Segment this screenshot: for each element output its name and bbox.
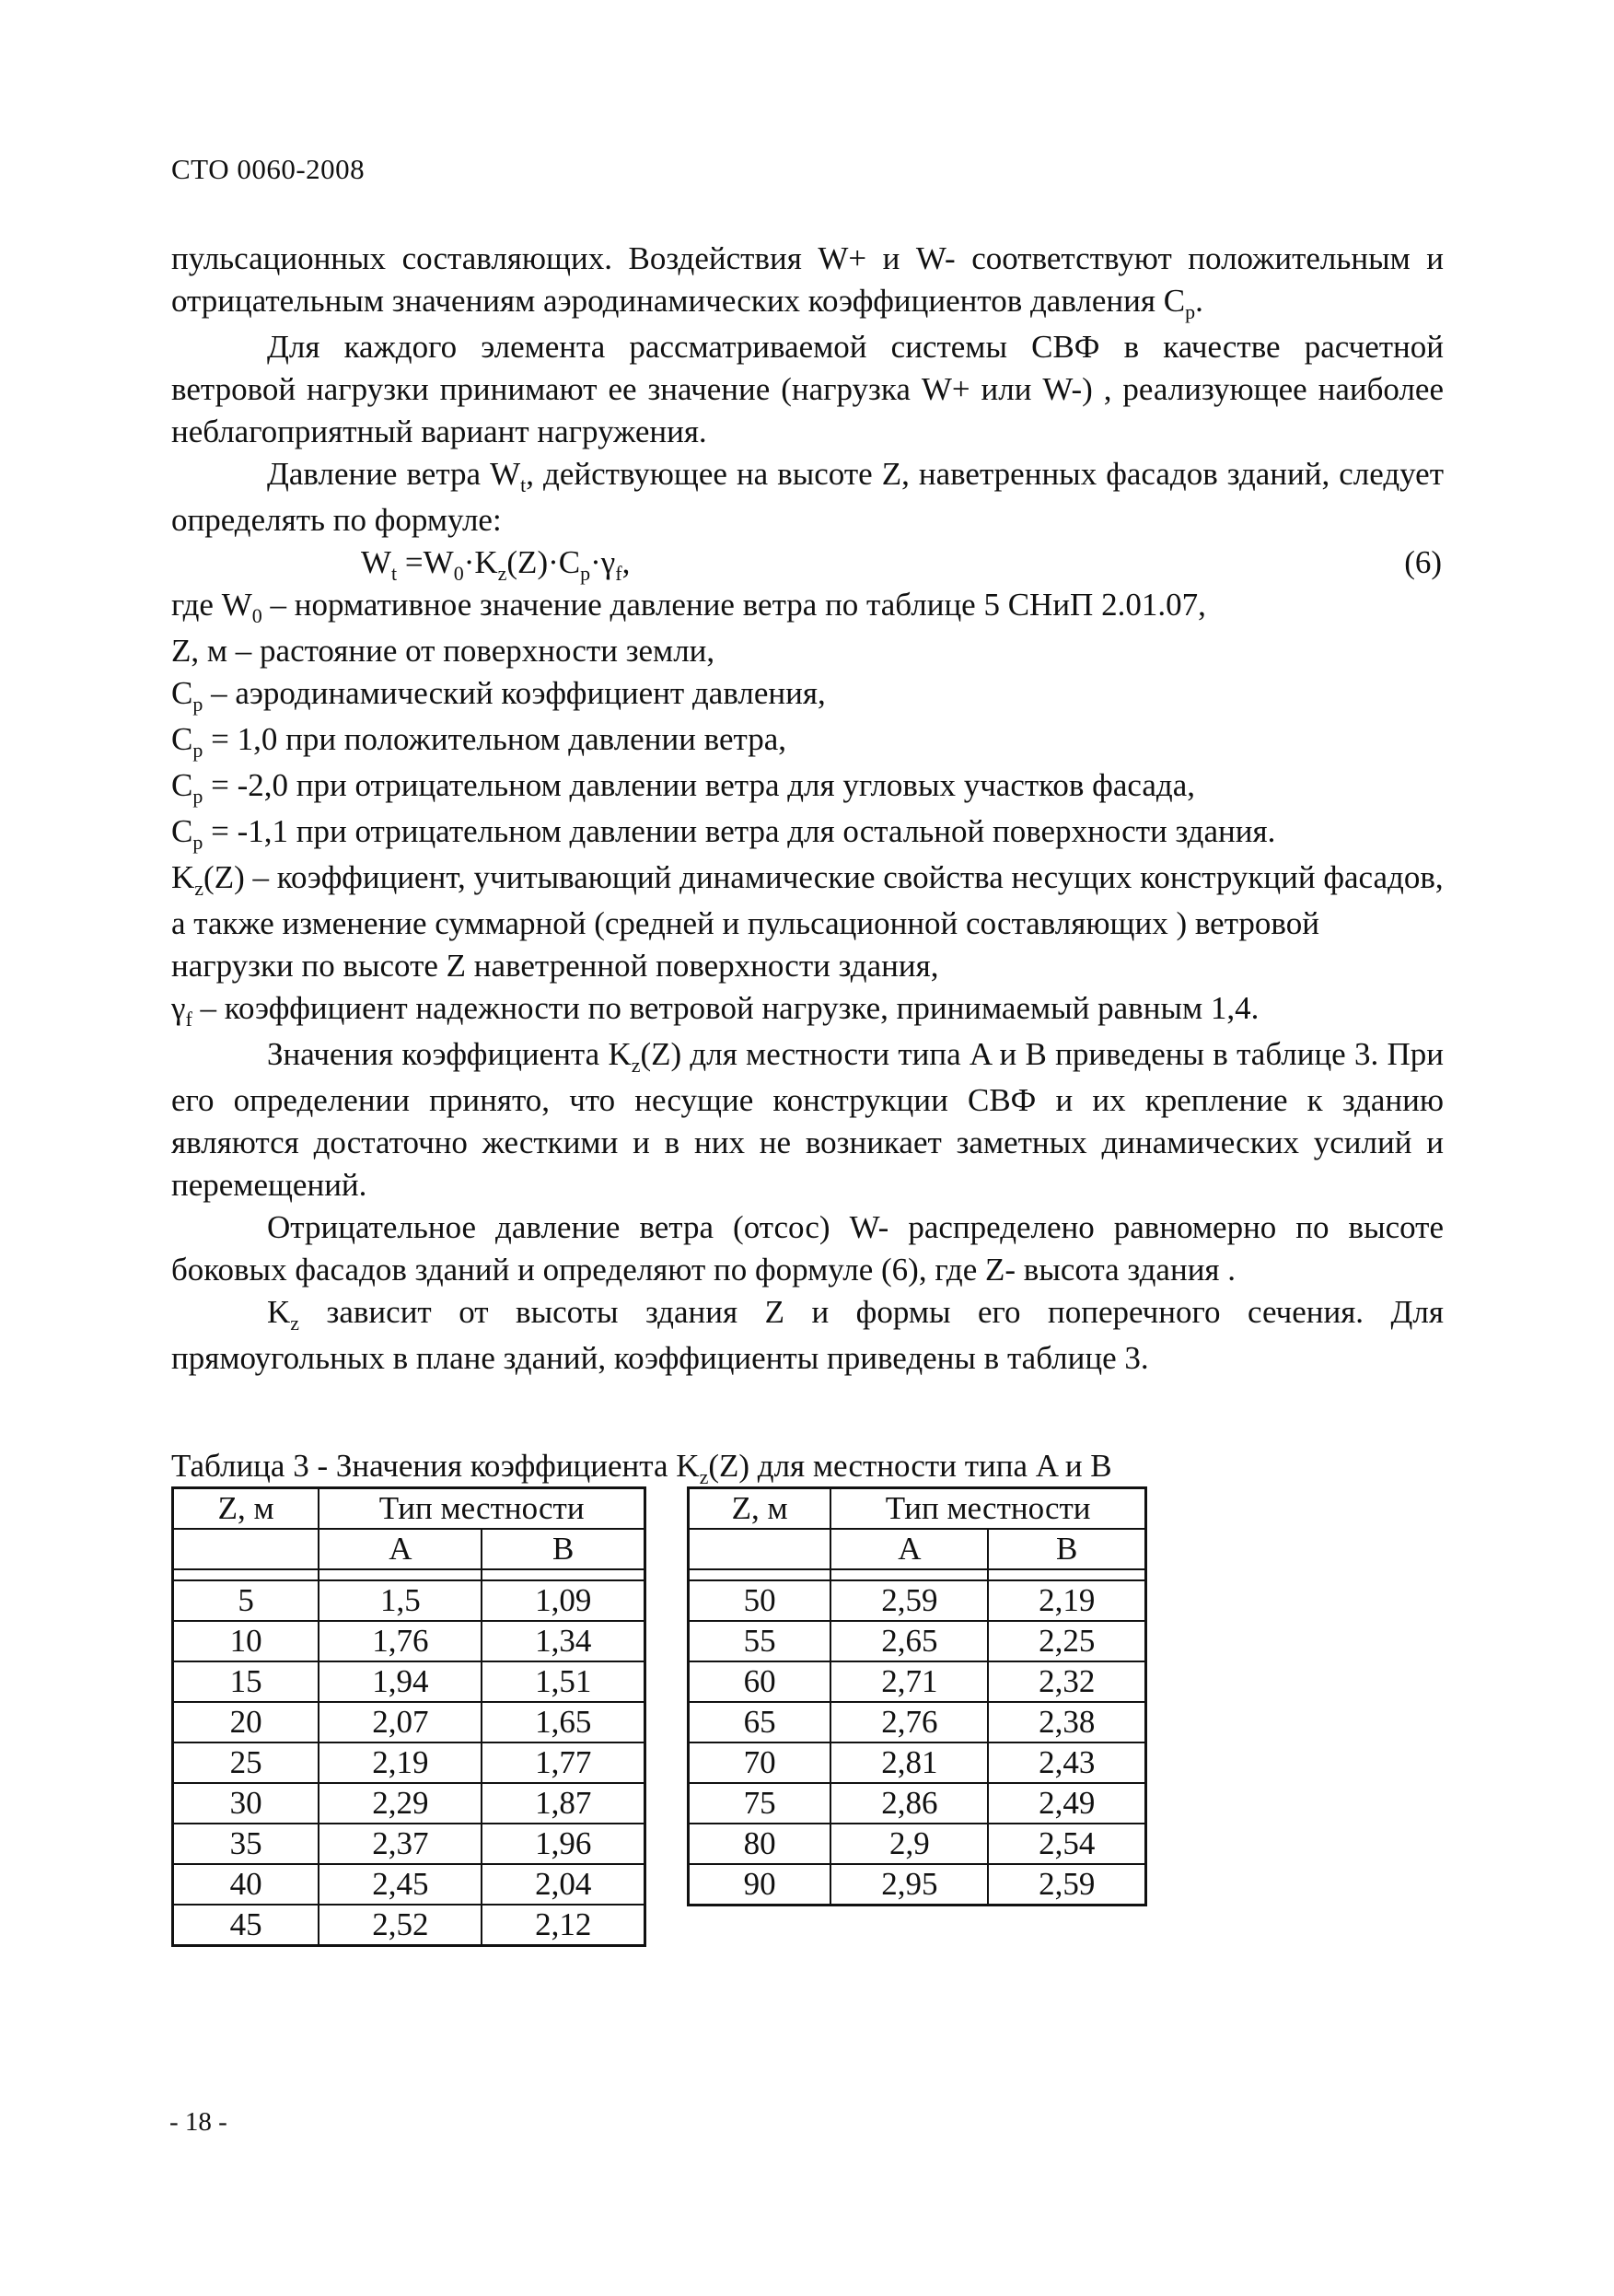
definition-cp-corner: $C_p = -2,0$ при отрицательном давлении ветра для угловых участков фасада,	[171, 767, 1195, 808]
cell-a: 2,29	[319, 1783, 482, 1824]
table-separator	[173, 1569, 645, 1580]
definition-z: Z, м – растояние от поверхности земли,	[171, 633, 715, 669]
cell-z: 90	[689, 1864, 831, 1906]
cell-z: 35	[173, 1824, 319, 1864]
definition-cp-rest: $C_p = -1,1$ при отрицательном давлении ветра для остальной поверхности здания.	[171, 813, 1276, 854]
document-id-header: СТО 0060-2008	[171, 153, 366, 185]
cell-z: 70	[689, 1742, 831, 1783]
table-row	[173, 1742, 645, 1783]
header-terrain-type: Тип местности	[319, 1488, 644, 1530]
cell-b: 2,54	[988, 1824, 1145, 1864]
cell-b: 1,96	[482, 1824, 644, 1864]
cell-a: 2,9	[830, 1824, 988, 1864]
formula-number: (6)	[1404, 544, 1442, 580]
cell-b: 2,49	[988, 1783, 1145, 1824]
table-row	[689, 1742, 1146, 1783]
header-z: Z, м	[173, 1488, 319, 1530]
cell-a: 2,52	[319, 1905, 482, 1946]
table-row	[689, 1661, 1146, 1702]
cell-b: 1,34	[482, 1621, 644, 1661]
cell-z: 45	[173, 1905, 319, 1946]
paragraph-4: Значения коэффициента $K_z(Z)$ для местности типа A и B приведены в таблице 3. При его определении принято, что несущие конструкции СВФ и их крепление к зданию являются достаточно жесткими и в них не возникает заметных динамических усилий и перемещений.	[171, 1036, 1444, 1203]
table-row	[689, 1580, 1146, 1621]
definition-w0: где $W_0$ – нормативное значение давление ветра по таблице 5 СНиП 2.01.07,	[171, 587, 1206, 627]
table-subheader-row	[689, 1529, 1146, 1569]
table-separator	[689, 1569, 1146, 1580]
cell-a: 1,76	[319, 1621, 482, 1661]
cell-a: 2,86	[830, 1783, 988, 1824]
cell-a: 2,71	[830, 1661, 988, 1702]
table-row	[173, 1661, 645, 1702]
cell-a: 2,65	[830, 1621, 988, 1661]
paragraph-5: Отрицательное давление ветра (отсос) W- распределено равномерно по высоте боковых фасадов зданий и определяют по формуле (6), где Z- высота здания .	[171, 1209, 1444, 1288]
cell-b: 2,12	[482, 1905, 644, 1946]
table-header-row	[689, 1488, 1146, 1530]
cell-z: 65	[689, 1702, 831, 1742]
cell-z: 15	[173, 1661, 319, 1702]
header-terrain-type: Тип местности	[830, 1488, 1145, 1530]
cell-a: 2,37	[319, 1824, 482, 1864]
cell-b: 2,19	[988, 1580, 1145, 1621]
table-row	[173, 1621, 645, 1661]
paragraph-3: Давление ветра $W_t$, действующее на высоте Z, наветренных фасадов зданий, следует определять по формуле:	[171, 456, 1444, 538]
cell-z: 5	[173, 1580, 319, 1621]
kz-table-right	[687, 1486, 1147, 1906]
definition-cp-positive: $C_p = 1,0$ при положительном давлении ветра,	[171, 721, 787, 762]
cell-z: 80	[689, 1824, 831, 1864]
cell-b: 1,87	[482, 1783, 644, 1824]
cell-z: 20	[173, 1702, 319, 1742]
page-number: - 18 -	[169, 2107, 227, 2137]
table-row	[689, 1824, 1146, 1864]
table-row	[173, 1783, 645, 1824]
cell-a: 2,07	[319, 1702, 482, 1742]
formula-expression: $W_t =W_0\cdot K_z(Z)\cdot C_p\cdot\gamma_f$,	[361, 544, 631, 585]
cell-z: 10	[173, 1621, 319, 1661]
kz-table-right-body	[689, 1580, 1146, 1906]
table-row	[689, 1621, 1146, 1661]
cell-a: 2,19	[319, 1742, 482, 1783]
table-row	[173, 1864, 645, 1905]
cell-z: 50	[689, 1580, 831, 1621]
cell-b: 2,04	[482, 1864, 644, 1905]
cell-a: 1,5	[319, 1580, 482, 1621]
header-z: Z, м	[689, 1488, 831, 1530]
cell-a: 1,94	[319, 1661, 482, 1702]
cell-z: 60	[689, 1661, 831, 1702]
header-b: B	[482, 1529, 644, 1569]
cell-b: 2,25	[988, 1621, 1145, 1661]
cell-a: 2,81	[830, 1742, 988, 1783]
cell-z: 75	[689, 1783, 831, 1824]
definition-cp: $C_p$ – аэродинамический коэффициент давления,	[171, 675, 826, 716]
header-a: A	[830, 1529, 988, 1569]
table-subheader-row	[173, 1529, 645, 1569]
cell-z: 25	[173, 1742, 319, 1783]
cell-a: 2,45	[319, 1864, 482, 1905]
cell-z: 40	[173, 1864, 319, 1905]
cell-z: 55	[689, 1621, 831, 1661]
cell-b: 1,65	[482, 1702, 644, 1742]
header-z-empty	[173, 1529, 319, 1569]
header-z-empty	[689, 1529, 831, 1569]
formula-6	[171, 542, 1444, 584]
table-row	[173, 1824, 645, 1864]
kz-table-left	[171, 1486, 646, 1947]
table-row	[689, 1702, 1146, 1742]
cell-b: 2,43	[988, 1742, 1145, 1783]
table-header-row	[173, 1488, 645, 1530]
header-a: A	[319, 1529, 482, 1569]
definition-gamma-f: $\gamma_f$ – коэффициент надежности по ветровой нагрузке, принимаемый равным 1,4.	[171, 990, 1260, 1031]
table-row	[173, 1702, 645, 1742]
table-row	[689, 1864, 1146, 1906]
cell-z: 30	[173, 1783, 319, 1824]
cell-b: 2,38	[988, 1702, 1145, 1742]
paragraph-2: Для каждого элемента рассматриваемой системы СВФ в качестве расчетной ветровой нагрузки принимают ее значение (нагрузка W+ или W-) , реализующее наиболее неблагоприятный вариант нагружения.	[171, 329, 1444, 449]
paragraph-1: пульсационных составляющих. Воздействия W+ и W- соответствуют положительным и отрицательным значениям аэродинамических коэффициентов давления $C_p$.	[171, 240, 1444, 323]
cell-b: 2,32	[988, 1661, 1145, 1702]
table-caption: Таблица 3 - Значения коэффициента $K_z(Z)$ для местности типа A и B	[171, 1448, 1112, 1488]
paragraph-6: $K_z$ зависит от высоты здания Z и формы его поперечного сечения. Для прямоугольных в плане зданий, коэффициенты приведены в таблице 3.	[171, 1294, 1444, 1376]
cell-b: 2,59	[988, 1864, 1145, 1906]
definition-kz: $K_z(Z)$ – коэффициент, учитывающий динамические свойства несущих конструкций фасадов, а также изменение суммарной (средней и пульсационной составляющих ) ветровой нагрузки по высоте Z наветренной поверхности здания,	[171, 859, 1444, 984]
table-row	[173, 1580, 645, 1621]
cell-a: 2,76	[830, 1702, 988, 1742]
table-row	[173, 1905, 645, 1946]
cell-b: 1,09	[482, 1580, 644, 1621]
cell-b: 1,77	[482, 1742, 644, 1783]
cell-a: 2,95	[830, 1864, 988, 1906]
kz-table-left-body	[173, 1580, 645, 1946]
body-text	[171, 238, 1444, 1380]
cell-b: 1,51	[482, 1661, 644, 1702]
header-b: B	[988, 1529, 1145, 1569]
cell-a: 2,59	[830, 1580, 988, 1621]
table-row	[689, 1783, 1146, 1824]
